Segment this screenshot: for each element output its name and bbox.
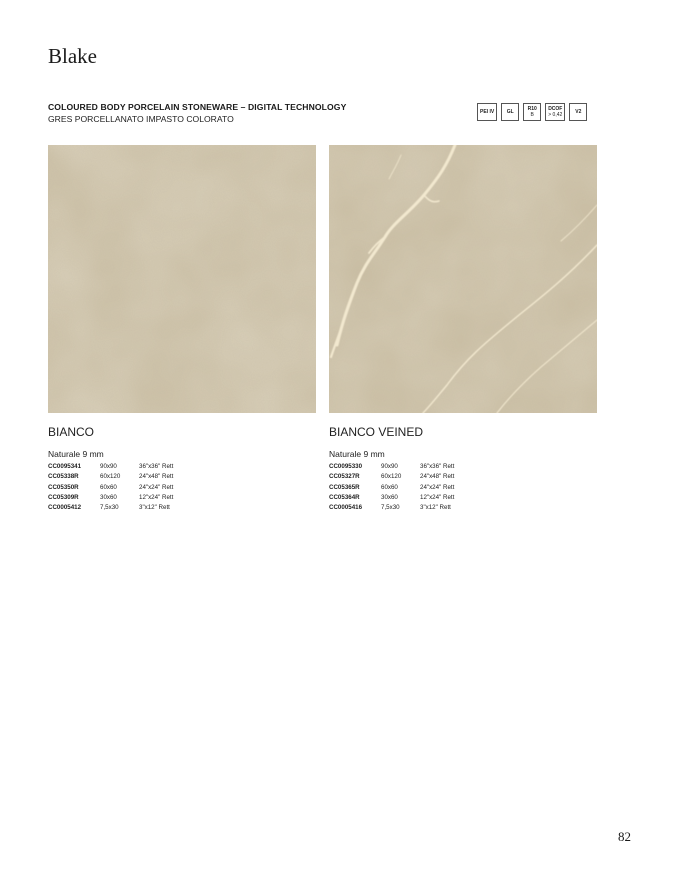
size-imperial: 36"x36" Rett <box>420 463 455 470</box>
badge-label: DCOF <box>548 106 563 112</box>
product-finish: Naturale 9 mm <box>48 449 104 459</box>
product-code: CC05338R <box>48 473 79 481</box>
page-title: Blake <box>48 44 97 68</box>
product-code: CC05364R <box>329 493 360 501</box>
table-row <box>48 483 173 493</box>
spec-badges <box>477 103 587 121</box>
product-table <box>48 462 173 513</box>
product-code: CC0005416 <box>329 504 363 512</box>
table-row <box>329 493 454 503</box>
product-finish: Naturale 9 mm <box>329 449 385 459</box>
badge-gl <box>501 103 519 121</box>
badge-v2 <box>569 103 587 121</box>
subtitle-italian: GRES PORCELLANATO IMPASTO COLORATO <box>48 114 234 124</box>
table-row <box>329 462 454 472</box>
size-imperial: 36"x36" Rett <box>139 463 174 470</box>
product-code: CC05309R <box>48 493 79 501</box>
badge-sub: > 0,42 <box>548 112 563 118</box>
size-imperial: 12"x24" Rett <box>139 493 174 501</box>
page-number: 82 <box>618 829 631 844</box>
product-code: CC0005412 <box>48 504 82 512</box>
size-imperial: 24"x48" Rett <box>139 473 174 481</box>
size-metric: 60x120 <box>381 473 402 481</box>
table-row <box>48 472 173 482</box>
product-table <box>329 462 454 513</box>
badge-r10 <box>523 103 541 121</box>
tile-image-bianco <box>48 145 316 413</box>
table-row <box>329 483 454 493</box>
product-name: BIANCO VEINED <box>329 425 424 439</box>
badge-pei <box>477 103 497 121</box>
badge-label: V2 <box>575 109 582 115</box>
size-metric: 90x90 <box>100 463 117 470</box>
badge-sub: B <box>530 112 534 118</box>
table-row <box>48 503 173 513</box>
product-bianco-veined <box>329 425 599 513</box>
size-metric: 60x60 <box>100 483 117 491</box>
subtitle-english: COLOURED BODY PORCELAIN STONEWARE – DIGITAL TECHNOLOGY <box>48 102 347 112</box>
badge-dcof <box>545 103 565 121</box>
size-metric: 7,5x30 <box>100 504 119 512</box>
size-imperial: 3"x12" Rett <box>420 504 451 512</box>
badge-label: PEI IV <box>480 109 495 115</box>
product-code: CC0095341 <box>48 463 82 470</box>
product-bianco <box>48 425 318 513</box>
product-code: CC05365R <box>329 483 360 491</box>
size-metric: 7,5x30 <box>381 504 400 512</box>
size-imperial: 12"x24" Rett <box>420 493 455 501</box>
table-row <box>329 503 454 513</box>
table-row <box>48 462 173 472</box>
size-metric: 60x60 <box>381 483 398 491</box>
size-metric: 90x90 <box>381 463 398 470</box>
badge-label: GL <box>506 109 514 115</box>
product-code: CC0095330 <box>329 463 363 470</box>
table-row <box>48 493 173 503</box>
size-imperial: 24"x24" Rett <box>139 483 174 491</box>
product-name: BIANCO <box>48 425 95 439</box>
product-code: CC05350R <box>48 483 79 491</box>
size-metric: 60x120 <box>100 473 121 481</box>
tile-image-bianco-veined <box>329 145 597 413</box>
size-metric: 30x60 <box>381 493 398 501</box>
size-imperial: 3"x12" Rett <box>139 504 170 512</box>
size-imperial: 24"x24" Rett <box>420 483 455 491</box>
product-code: CC05327R <box>329 473 360 481</box>
badge-label: R10 <box>527 106 537 112</box>
size-metric: 30x60 <box>100 493 117 501</box>
table-row <box>329 472 454 482</box>
size-imperial: 24"x48" Rett <box>420 473 455 481</box>
